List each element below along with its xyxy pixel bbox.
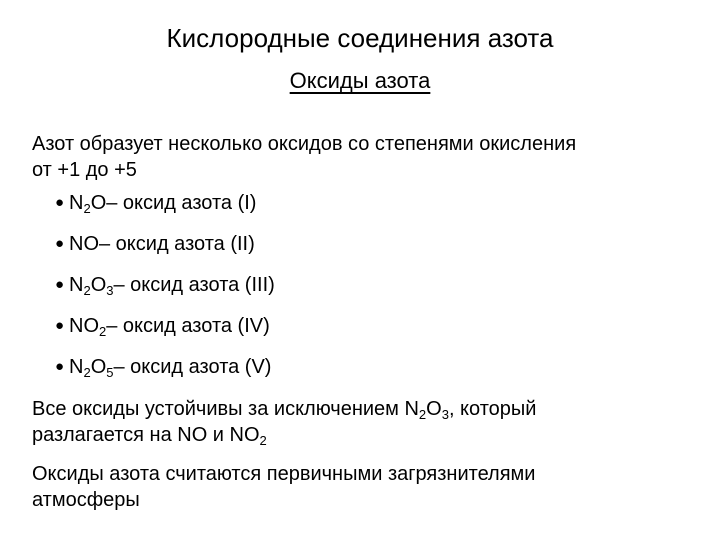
pollutants-line-1: Оксиды азота считаются первичными загрязнителями [32,463,536,485]
oxide-description: – оксид азота (II) [99,233,255,255]
oxide-list [55,190,275,395]
oxide-formula: $N_2O_3$ [69,274,114,298]
oxide-formula: NO [69,233,99,255]
list-item [55,272,275,313]
oxide-formula: $N_2O_5$ [69,356,114,380]
list-item [55,190,275,231]
oxide-formula: $NO_2$ [69,315,107,339]
list-item [55,313,275,354]
oxide-description: – оксид азота (III) [113,274,275,296]
list-item [55,231,275,272]
page-subtitle: Оксиды азота [289,68,431,93]
bullet-dot-icon: ● [55,276,65,293]
bullet-dot-icon: ● [55,358,65,375]
list-item [55,354,275,395]
stability-paragraph: Все оксиды устойчивы за исключением $N_2O_3$, который разлагается на NO и $NO_2$ [32,398,537,448]
oxide-description: – оксид азота (V) [113,356,272,378]
intro-line-2: от +1 до +5 [32,159,137,181]
oxide-description: – оксид азота (I) [106,192,257,214]
page-title: Кислородные соединения азота [166,23,554,53]
oxide-description: – оксид азота (IV) [106,315,270,337]
bullet-dot-icon: ● [55,317,65,334]
bullet-dot-icon: ● [55,194,65,211]
bullet-dot-icon: ● [55,235,65,252]
pollutants-line-2: атмосферы [32,489,140,511]
oxide-formula: $N_2O$ [69,192,107,216]
intro-paragraph [32,131,702,183]
intro-line-1: Азот образует несколько оксидов со степенями окисления [32,133,577,155]
pollutants-paragraph [32,461,702,513]
